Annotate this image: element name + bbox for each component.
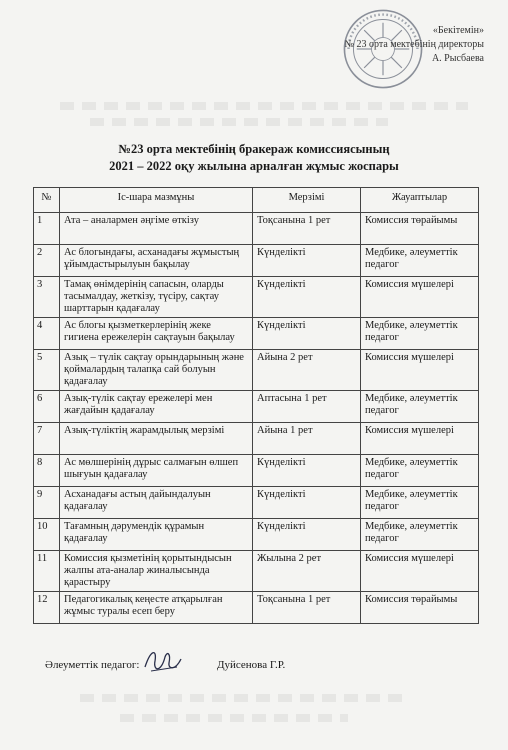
row-responsible: Комиссия мүшелері (361, 423, 479, 455)
row-term: Жылына 2 рет (253, 551, 361, 592)
header-number: № (34, 188, 60, 213)
row-responsible: Медбике, әлеуметтік педагог (361, 245, 479, 277)
row-responsible: Комиссия мүшелері (361, 277, 479, 318)
row-number: 2 (34, 245, 60, 277)
signature-block (45, 655, 465, 685)
table-row (34, 391, 479, 423)
row-number: 9 (34, 487, 60, 519)
row-task: Ас мөлшерінің дұрыс салмағын өлшеп шығуын қадағалау (60, 455, 253, 487)
row-term: Тоқсанына 1 рет (253, 592, 361, 624)
row-number: 6 (34, 391, 60, 423)
row-term: Күнделікті (253, 487, 361, 519)
row-term: Күнделікті (253, 318, 361, 350)
row-term: Аптасына 1 рет (253, 391, 361, 423)
approval-block (314, 24, 484, 66)
header-task: Іс-шара мазмұны (60, 188, 253, 213)
row-number: 7 (34, 423, 60, 455)
row-term: Тоқсанына 1 рет (253, 213, 361, 245)
row-responsible: Медбике, әлеуметтік педагог (361, 318, 479, 350)
scan-noise (80, 694, 408, 702)
table-row (34, 423, 479, 455)
row-number: 8 (34, 455, 60, 487)
header-responsible: Жауаптылар (361, 188, 479, 213)
row-task: Тамақ өнімдерінің сапасын, оларды тасымалдау, жеткізу, түсіру, сақтау шарттарын қадағалау (60, 277, 253, 318)
row-responsible: Комиссия төрайымы (361, 213, 479, 245)
work-plan-table (33, 187, 479, 624)
row-number: 10 (34, 519, 60, 551)
row-task: Тағамның дәрумендік құрамын қадағалау (60, 519, 253, 551)
row-term: Айына 2 рет (253, 350, 361, 391)
row-task: Азық – түлік сақтау орындарының және қоймалардың талапқа сай болуын қадағалау (60, 350, 253, 391)
row-term: Күнделікті (253, 277, 361, 318)
table-row (34, 551, 479, 592)
row-responsible: Медбике, әлеуметтік педагог (361, 391, 479, 423)
table-row (34, 519, 479, 551)
approval-label: «Бекітемін» (432, 25, 484, 36)
row-responsible: Комиссия мүшелері (361, 551, 479, 592)
signer-role: Әлеуметтік педагог: (45, 659, 140, 671)
row-term: Күнделікті (253, 455, 361, 487)
table-row (34, 245, 479, 277)
row-number: 11 (34, 551, 60, 592)
row-task: Азық-түлік сақтау ережелері мен жағдайын қадағалау (60, 391, 253, 423)
row-task: Комиссия қызметінің қорытындысын жалпы ата-аналар жиналысында қарастыру (60, 551, 253, 592)
signer-name: Дуйсенова Г.Р. (217, 659, 286, 671)
row-number: 3 (34, 277, 60, 318)
handwritten-signature (141, 647, 183, 677)
row-number: 4 (34, 318, 60, 350)
table-header-row (34, 188, 479, 213)
row-task: Ата – аналармен әңгіме өткізу (60, 213, 253, 245)
table-row (34, 592, 479, 624)
row-term: Айына 1 рет (253, 423, 361, 455)
row-task: Асханадағы астың дайындалуын қадағалау (60, 487, 253, 519)
title-line-1: №23 орта мектебінің бракераж комиссиясының (118, 142, 390, 156)
row-responsible: Комиссия мүшелері (361, 350, 479, 391)
row-task: Ас блогындағы, асханадағы жұмыстың ұйымдастырылуын бақылау (60, 245, 253, 277)
row-term: Күнделікті (253, 519, 361, 551)
title-line-2: 2021 – 2022 оқу жылына арналған жұмыс жоспары (109, 159, 399, 173)
row-responsible: Медбике, әлеуметтік педагог (361, 487, 479, 519)
approval-name: А. Рысбаева (431, 53, 484, 64)
row-task: Педагогикалық кеңесте атқарылған жұмыс туралы есеп беру (60, 592, 253, 624)
row-responsible: Медбике, әлеуметтік педагог (361, 455, 479, 487)
scan-noise (120, 714, 348, 722)
approval-position: № 23 орта мектебінің директоры (344, 39, 484, 50)
scan-noise (60, 102, 468, 110)
row-number: 1 (34, 213, 60, 245)
row-responsible: Комиссия төрайымы (361, 592, 479, 624)
row-term: Күнделікті (253, 245, 361, 277)
row-task: Ас блогы қызметкерлерінің жеке гигиена ережелерін сақтауын бақылау (60, 318, 253, 350)
table-row (34, 318, 479, 350)
table-row (34, 487, 479, 519)
header-term: Мерзімі (253, 188, 361, 213)
table-row (34, 350, 479, 391)
row-number: 5 (34, 350, 60, 391)
table-body (34, 213, 479, 624)
table-row (34, 455, 479, 487)
row-number: 12 (34, 592, 60, 624)
scan-noise (90, 118, 388, 126)
table-row (34, 277, 479, 318)
document-title (0, 141, 508, 175)
row-responsible: Медбике, әлеуметтік педагог (361, 519, 479, 551)
row-task: Азық-түліктің жарамдылық мерзімі (60, 423, 253, 455)
table-row (34, 213, 479, 245)
